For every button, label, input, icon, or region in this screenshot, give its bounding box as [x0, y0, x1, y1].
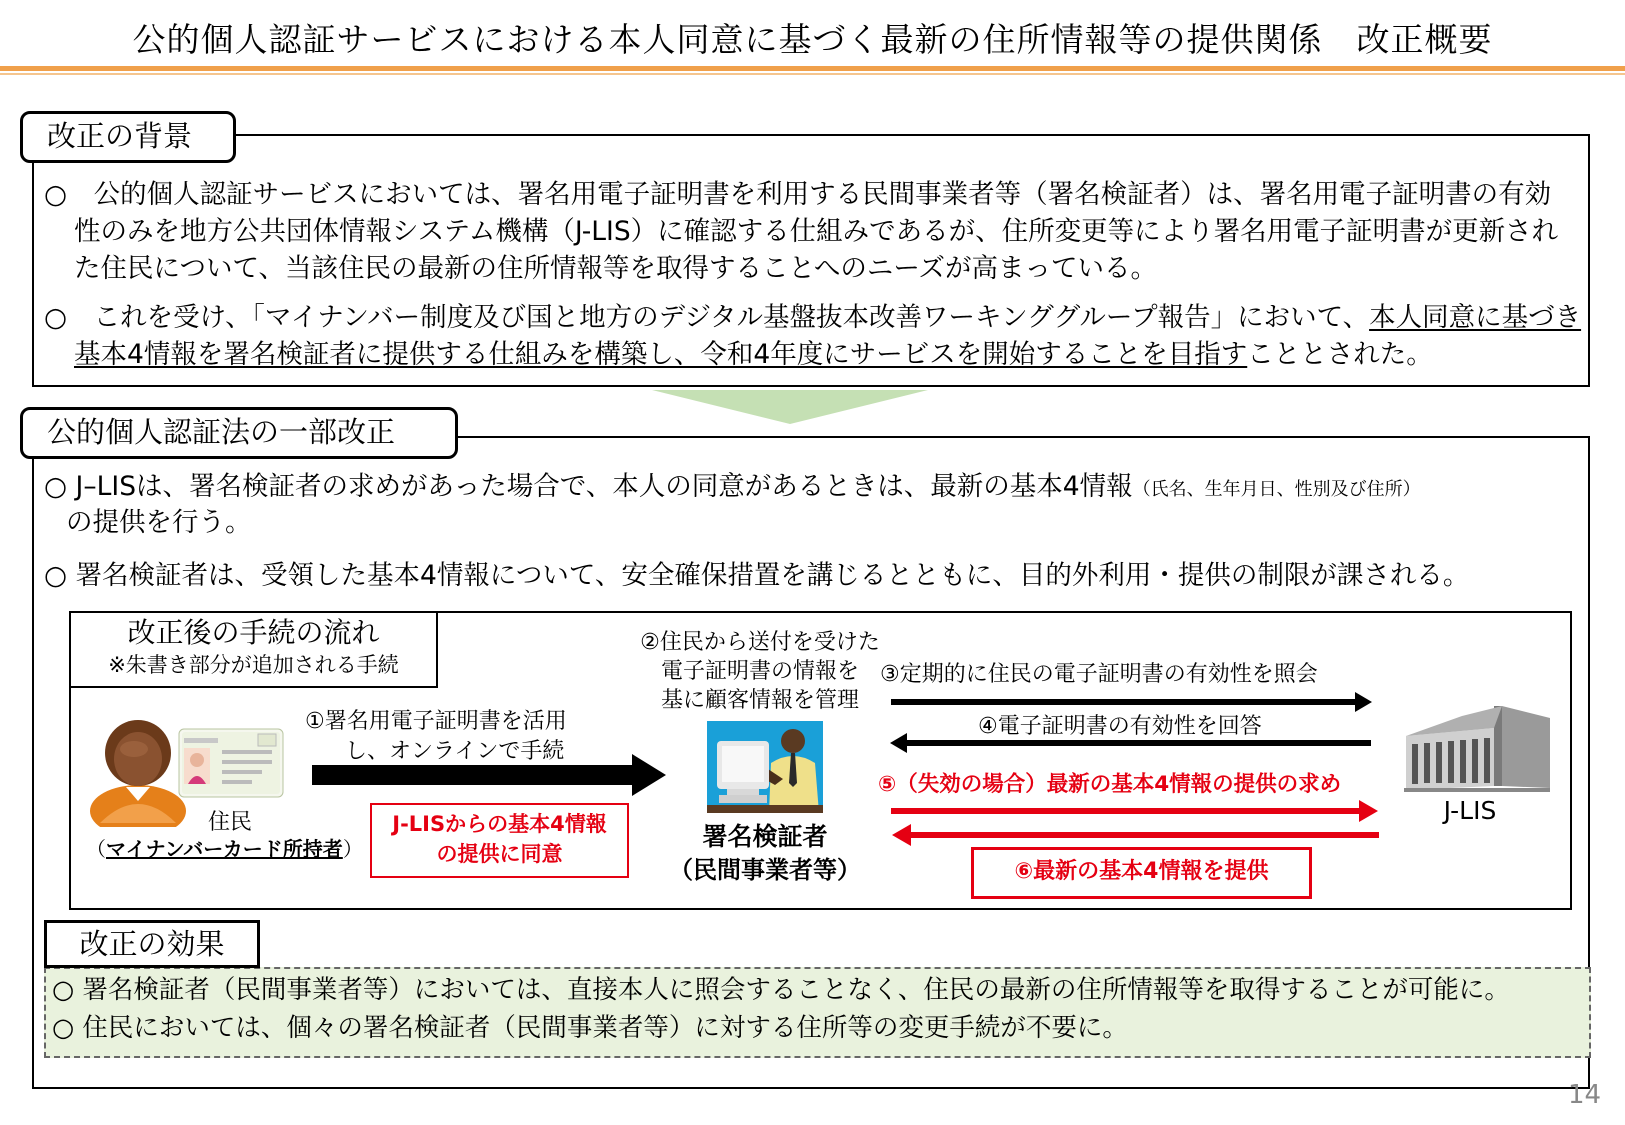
verifier-computer-icon — [707, 721, 823, 813]
verifier-sublabel: （民間事業者等） — [669, 856, 861, 884]
amendment-label: 公的個人認証法の一部改正 — [20, 407, 458, 459]
background-paragraph-2-underline: 本人同意に基づき基本4情報を署名検証者に提供する仕組みを構築し、令和4年度にサービスを開始することを目指す — [74, 302, 1582, 370]
consent-box — [370, 803, 629, 878]
step1-label-line2: し、オンラインで手続 — [345, 739, 565, 764]
mynumber-card-icon — [178, 728, 284, 798]
resident-subtitle-open: （ — [86, 837, 106, 861]
page-number: 14 — [1568, 1080, 1602, 1110]
background-paragraph-2 — [44, 299, 1584, 373]
flow-note: ※朱書き部分が追加される手続 — [108, 653, 399, 677]
amendment-paragraph-1 — [44, 468, 1584, 508]
resident-person-icon — [86, 715, 190, 827]
flow-title-box — [69, 611, 438, 688]
amendment-paragraph-1-main: ○ J–LISは、署名検証者の求めがあった場合で、本人の同意があるときは、最新の基本4情報 — [44, 471, 1133, 502]
down-arrow-icon — [652, 390, 928, 426]
resident-subtitle-close: ） — [342, 837, 363, 861]
step6-label: ⑥最新の基本4情報を提供 — [1014, 859, 1269, 884]
consent-line1: J-LISからの基本4情報 — [392, 812, 607, 836]
resident-label: 住民 — [207, 810, 252, 835]
background-paragraph-1: ○ 公的個人認証サービスにおいては、署名用電子証明書を利用する民間事業者等（署名検証者）は、署名用電子証明書の有効性のみを地方公共団体情報システム機構（J-LIS）に確認する仕組みであるが、住所変更等により署名用電子証明書が更新された住民について、当該住民の最新の住所情報等を取得することへのニーズが高まっている。 — [44, 179, 1559, 284]
amendment-paragraph-2: ○ 署名検証者は、受領した基本4情報について、安全確保措置を講じるとともに、目的外利用・提供の制限が課される。 — [44, 560, 1470, 591]
jlis-label: J-LIS — [1443, 796, 1497, 825]
effects-label: 改正の効果 — [44, 920, 260, 968]
step2-label-line1: ②住民から送付を受けた — [640, 630, 880, 655]
jlis-building-icon — [1402, 706, 1552, 792]
resident-subtitle — [86, 835, 366, 864]
background-paragraph-2-tail: こととされた。 — [1247, 339, 1433, 370]
flow-title: 改正後の手続の流れ — [127, 616, 380, 649]
amendment-paragraph-1-tail: の提供を行う。 — [66, 507, 252, 538]
step1-arrow-icon — [312, 754, 667, 796]
step3-arrow-icon — [891, 692, 1373, 712]
amendment-paragraph-1-note: （氏名、生年月日、性別及び住所） — [1132, 479, 1421, 500]
verifier-label: 署名検証者 — [702, 822, 828, 851]
step6-arrow-icon — [891, 824, 1379, 846]
step4-arrow-icon — [889, 733, 1371, 753]
step2-label-line3: 基に顧客情報を管理 — [660, 688, 859, 713]
step5-label: ⑤（失効の場合）最新の基本4情報の提供の求め — [878, 772, 1342, 797]
step3-label: ③定期的に住民の電子証明書の有効性を照会 — [880, 662, 1318, 687]
background-label: 改正の背景 — [20, 111, 236, 163]
step5-arrow-icon — [891, 800, 1379, 822]
consent-line2: の提供に同意 — [436, 842, 563, 866]
step1-label-line1: ①署名用電子証明書を活用 — [305, 709, 567, 734]
resident-subtitle-text: マイナンバーカード所持者 — [106, 837, 343, 861]
background-paragraph-2-lead: ○ これを受け、「マイナンバー制度及び国と地方のデジタル基盤抜本改善ワーキンググループ報告」において、 — [44, 302, 1370, 333]
title-divider-light — [0, 73, 1625, 75]
page-title: 公的個人認証サービスにおける本人同意に基づく最新の住所情報等の提供関係 改正概要 — [132, 20, 1493, 59]
step2-label-line2: 電子証明書の情報を — [660, 659, 859, 684]
step4-label: ④電子証明書の有効性を回答 — [978, 714, 1262, 739]
title-divider — [0, 66, 1625, 71]
effects-item-2: ○ 住民においては、個々の署名検証者（民間事業者等）に対する住所等の変更手続が不要に。 — [52, 1013, 1128, 1043]
step6-box — [971, 847, 1312, 899]
effects-item-1: ○ 署名検証者（民間事業者等）においては、直接本人に照会することなく、住民の最新の住所情報等を取得することが可能に。 — [52, 975, 1510, 1005]
